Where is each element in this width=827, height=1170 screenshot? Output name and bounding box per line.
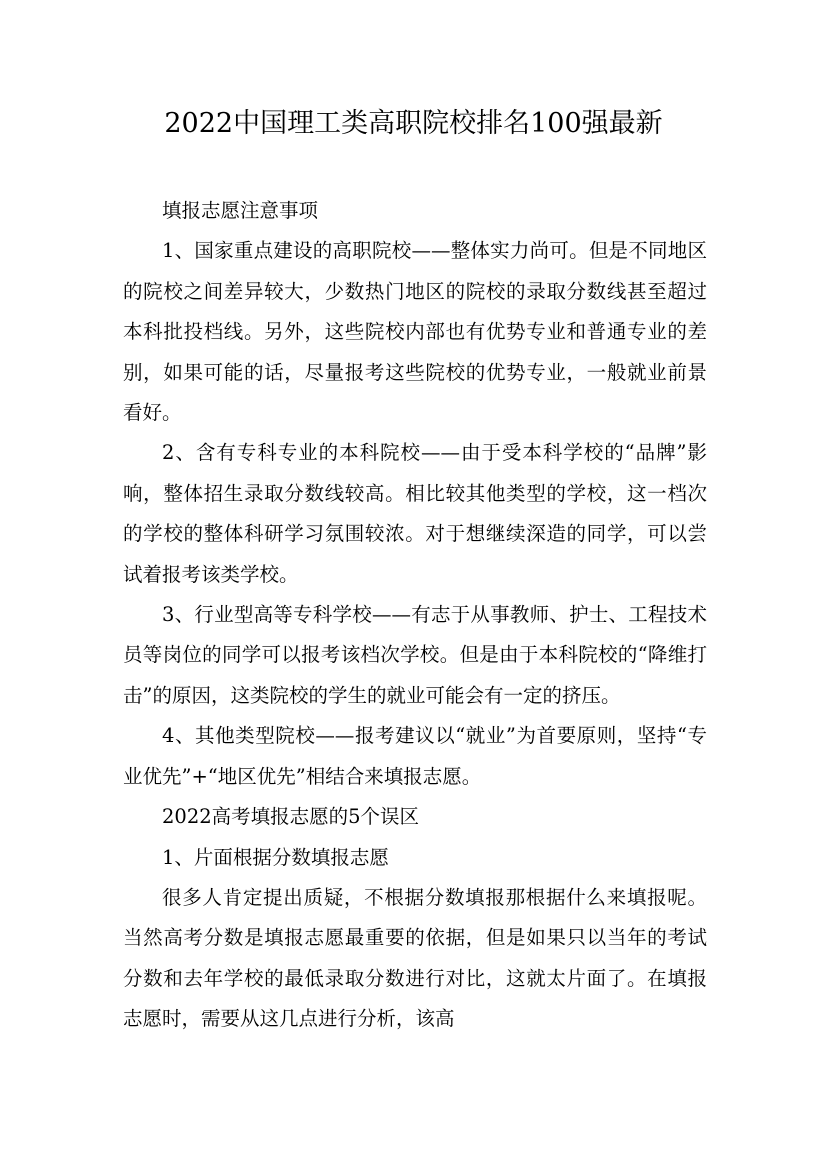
paragraph-item-2: 2、含有专科专业的本科院校——由于受本科学校的“品牌”影响，整体招生录取分数线较高。相比较其他类型的学校，这一档次的学校的整体科研学习氛围较浓。对于想继续深造的同学，可以尝试着报考该类学校。 <box>123 441 707 586</box>
document-title: 2022中国理工类高职院校排名100强最新 <box>164 108 663 139</box>
document-body <box>123 191 707 1040</box>
section-heading-notes: 填报志愿注意事项 <box>162 199 319 222</box>
paragraph-item-4: 4、其他类型院校——报考建议以“就业”为首要原则，坚持“专业优先”+“地区优先”相结合来填报志愿。 <box>123 724 707 788</box>
section-heading-mistakes: 2022高考填报志愿的5个误区 <box>162 805 420 829</box>
paragraph-item-3: 3、行业型高等专科学校——有志于从事教师、护士、工程技术员等岗位的同学可以报考该档次学校。但是由于本科院校的“降维打击”的原因，这类院校的学生的就业可能会有一定的挤压。 <box>123 603 707 707</box>
subheading-mistake-1: 1、片面根据分数填报志愿 <box>162 845 389 869</box>
paragraph-item-1: 1、国家重点建设的高职院校——整体实力尚可。但是不同地区的院校之间差异较大，少数热门地区的院校的录取分数线甚至超过本科批投档线。另外，这些院校内部也有优势专业和普通专业的差别，如果可能的话，尽量报考这些院校的优势专业，一般就业前景看好。 <box>123 239 707 425</box>
paragraph-mistake-1: 很多人肯定提出质疑，不根据分数填报那根据什么来填报呢。当然高考分数是填报志愿最重要的依据，但是如果只以当年的考试分数和去年学校的最低录取分数进行对比，这就太片面了。在填报志愿时，需要从这几点进行分析，该高 <box>123 885 707 1031</box>
